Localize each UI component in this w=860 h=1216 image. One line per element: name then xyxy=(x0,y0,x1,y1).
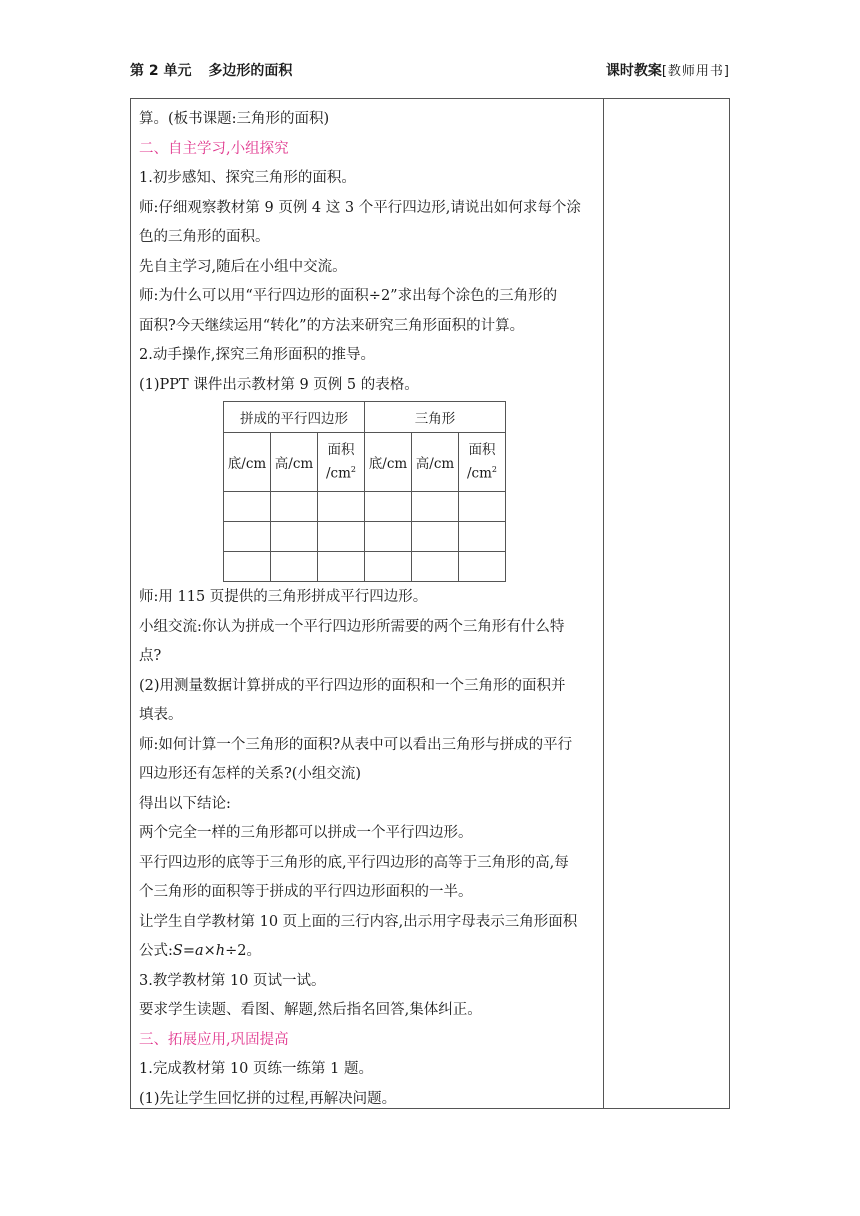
book-title-note: [教师用书] xyxy=(661,64,730,79)
unit-number: 第 2 单元 xyxy=(130,63,192,79)
area-label: 面积 xyxy=(327,442,355,459)
text-line: 填表。 xyxy=(139,707,183,723)
example-table-wrap xyxy=(223,401,599,582)
section-final xyxy=(139,967,599,1115)
empty-cell xyxy=(459,552,506,582)
empty-cell xyxy=(412,492,459,522)
empty-cell xyxy=(318,522,365,552)
text-line: (1)先让学生回忆拼的过程,再解决问题。 xyxy=(139,1090,397,1107)
text-line: 师:仔细观察教材第 9 页例 4 这 3 个平行四边形,请说出如何求每个涂 xyxy=(139,199,581,216)
text-line: 1.初步感知、探究三角形的面积。 xyxy=(139,170,356,186)
column-divider xyxy=(603,99,604,1108)
page-header xyxy=(130,60,730,82)
formula-a: a xyxy=(194,943,204,959)
text-line: 先自主学习,随后在小组中交流。 xyxy=(139,258,347,275)
empty-cell xyxy=(412,552,459,582)
subheader-area xyxy=(318,433,365,492)
subheader-row xyxy=(224,433,506,492)
subheader-base: 底/cm xyxy=(224,433,271,492)
table-row xyxy=(224,492,506,522)
formula-line xyxy=(139,937,599,967)
book-title-main: 课时教案 xyxy=(605,63,662,79)
text-line: 得出以下结论: xyxy=(139,795,231,812)
formula-h: h xyxy=(215,943,226,959)
text-line: 师:如何计算一个三角形的面积?从表中可以看出三角形与拼成的平行 xyxy=(139,736,573,753)
unit-topic: 多边形的面积 xyxy=(208,63,293,79)
subheader-height: 高/cm xyxy=(412,433,459,492)
empty-cell xyxy=(318,492,365,522)
section-before-table xyxy=(139,105,599,400)
formula-rest: ÷2。 xyxy=(225,943,262,959)
empty-cell xyxy=(365,522,412,552)
section-heading: 二、自主学习,小组探究 xyxy=(139,140,289,157)
formula-prefix: 公式: xyxy=(139,943,173,959)
text-line: 小组交流:你认为拼成一个平行四边形所需要的两个三角形有什么特 xyxy=(139,618,565,635)
empty-cell xyxy=(459,492,506,522)
formula-eq: = xyxy=(182,943,195,959)
empty-cell xyxy=(365,492,412,522)
table-row xyxy=(224,522,506,552)
text-line: 点? xyxy=(139,648,162,664)
formula-s: S xyxy=(172,943,183,959)
area-unit: $/cm^2$ xyxy=(466,465,497,482)
empty-cell xyxy=(224,492,271,522)
empty-cell xyxy=(224,552,271,582)
area-unit: $/cm^2$ xyxy=(325,465,356,482)
text-line: 四边形还有怎样的关系?(小组交流) xyxy=(139,766,362,782)
text-line: 让学生自学教材第 10 页上面的三行内容,出示用字母表示三角形面积 xyxy=(139,913,578,930)
empty-cell xyxy=(318,552,365,582)
table-body xyxy=(224,492,506,582)
unit-title xyxy=(130,60,292,80)
example-table xyxy=(223,401,506,582)
text-line: 1.完成教材第 10 页练一练第 1 题。 xyxy=(139,1061,373,1077)
empty-cell xyxy=(459,522,506,552)
text-line: 平行四边形的底等于三角形的底,平行四边形的高等于三角形的高,每 xyxy=(139,854,569,871)
empty-cell xyxy=(365,552,412,582)
header-parallelogram: 拼成的平行四边形 xyxy=(224,402,365,433)
formula-times: × xyxy=(203,943,216,959)
area-label: 面积 xyxy=(468,442,496,459)
section-after-table xyxy=(139,583,599,937)
empty-cell xyxy=(271,492,318,522)
text-line: 面积?今天继续运用“转化”的方法来研究三角形面积的计算。 xyxy=(139,317,525,334)
header-triangle: 三角形 xyxy=(365,402,506,433)
text-line: 3.教学教材第 10 页试一试。 xyxy=(139,972,326,989)
subheader-base: 底/cm xyxy=(365,433,412,492)
text-line: 师:用 115 页提供的三角形拼成平行四边形。 xyxy=(139,589,428,605)
empty-cell xyxy=(271,522,318,552)
subheader-area xyxy=(459,433,506,492)
subheader-height: 高/cm xyxy=(271,433,318,492)
text-line: 师:为什么可以用“平行四边形的面积÷2”求出每个涂色的三角形的 xyxy=(139,288,558,304)
section-heading: 三、拓展应用,巩固提高 xyxy=(139,1031,289,1048)
text-line: (2)用测量数据计算拼成的平行四边形的面积和一个三角形的面积并 xyxy=(139,677,566,694)
empty-cell xyxy=(271,552,318,582)
text-line: 个三角形的面积等于拼成的平行四边形面积的一半。 xyxy=(139,884,473,900)
table-row xyxy=(224,552,506,582)
lesson-plan-frame xyxy=(130,98,730,1109)
text-line: 2.动手操作,探究三角形面积的推导。 xyxy=(139,347,375,363)
empty-cell xyxy=(412,522,459,552)
text-line: 要求学生读题、看图、解题,然后指名回答,集体纠正。 xyxy=(139,1002,482,1018)
empty-cell xyxy=(224,522,271,552)
lesson-content xyxy=(139,105,599,1114)
text-line: 算。(板书课题:三角形的面积) xyxy=(139,111,330,127)
text-line: 两个完全一样的三角形都可以拼成一个平行四边形。 xyxy=(139,825,473,841)
text-line: (1)PPT 课件出示教材第 9 页例 5 的表格。 xyxy=(139,376,419,393)
book-title xyxy=(606,60,730,80)
text-line: 色的三角形的面积。 xyxy=(139,229,270,245)
